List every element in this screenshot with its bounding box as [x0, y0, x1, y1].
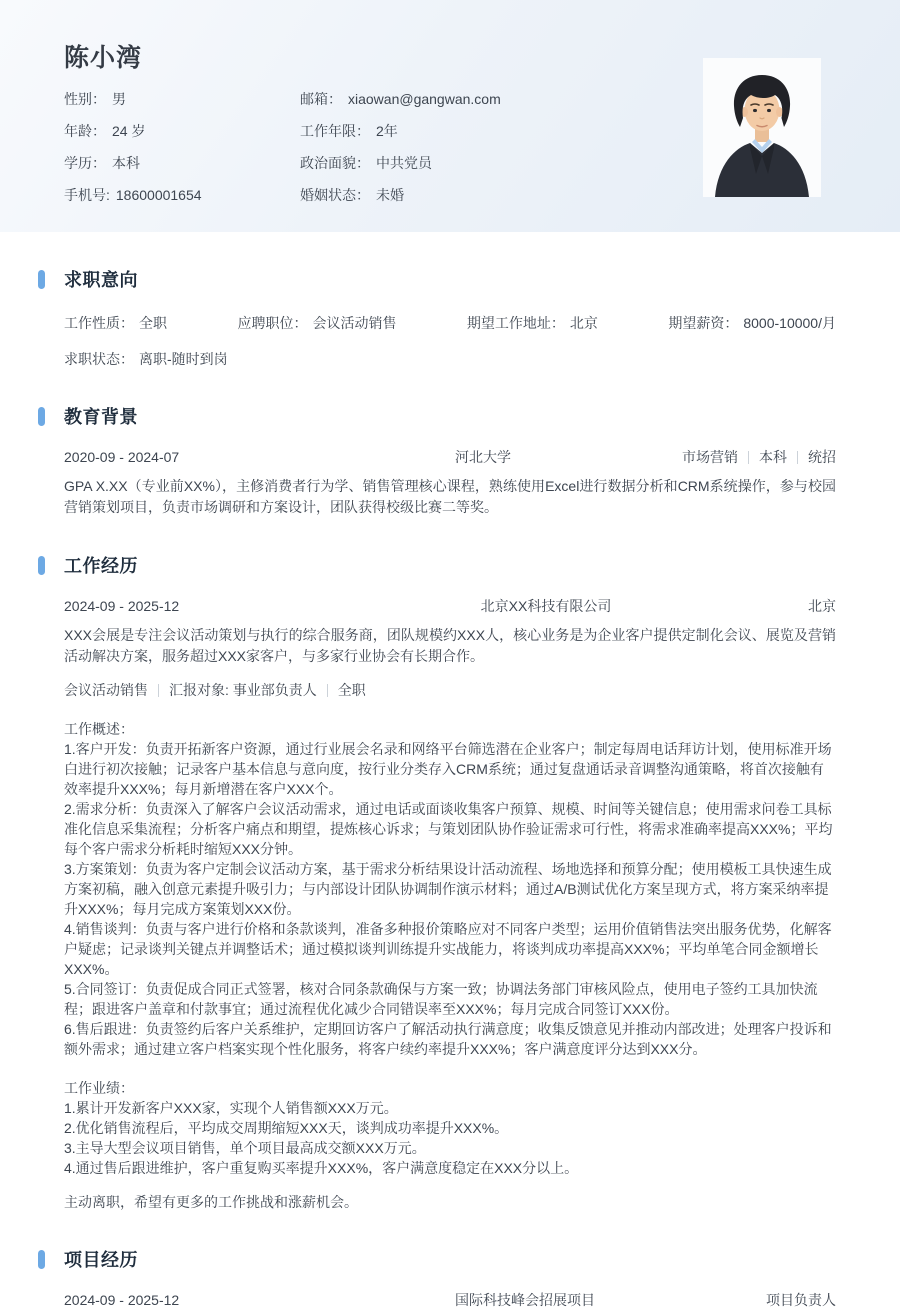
education-school: 河北大学 [455, 449, 511, 465]
field-value: 全职 [139, 315, 167, 331]
work-period: 2024-09 - 2025-12 [64, 598, 180, 614]
info-value: 18600001654 [115, 187, 202, 203]
work-duty-item: 2.需求分析：负责深入了解客户会议活动需求，通过电话或面谈收集客户预算、规模、时间等关键信息；使用需求问卷工具标准化信息采集流程；分析客户痛点和期望，提炼核心诉求；与策划团队协作验证需求可行性，将需求准确率提高XXX%；平均每个客户需求分析耗时缩短XXX分钟。 [64, 801, 833, 857]
work-duty-item: 1.客户开发：负责开拓新客户资源，通过行业展会名录和网络平台筛选潜在企业客户；制定每周电话拜访计划，使用标准开场白进行初次接触；记录客户基本信息与意向度，按行业分类存入CRM系统；通过复盘通话录音调整沟通策略，将首次接触有效率提升XXX%；每月新增潜在客户XXX个。 [64, 741, 832, 797]
info-value: xiaowan@gangwan.com [348, 91, 501, 107]
field-label: 应聘职位： [237, 315, 308, 331]
info-email [300, 89, 501, 109]
section-title: 工作经历 [64, 556, 138, 576]
tag-divider [158, 684, 159, 697]
field-value: 离职-随时到岗 [139, 351, 228, 367]
info-label: 政治面貌： [300, 155, 370, 171]
section-job-intent [64, 268, 836, 369]
work-duty-item: 5.合同签订：负责促成合同正式签署，核对合同条款确保与方案一致；协调法务部门审核风险点，使用电子签约工具加快流程；跟进客户盖章和付款事宜；通过流程优化减少合同错误率至XXX%；每月完成合同签订XXX份。 [64, 981, 818, 1017]
info-label: 学历： [64, 155, 106, 171]
intent-fields-row [64, 313, 836, 333]
section-head [64, 554, 836, 578]
info-marital-status [300, 185, 501, 205]
education-tags [682, 447, 836, 467]
project-period: 2024-09 - 2025-12 [64, 1292, 180, 1308]
education-degree: 本科 [759, 449, 787, 465]
work-location: 北京 [808, 598, 836, 614]
intent-field-location [467, 313, 598, 333]
education-entry-row [64, 447, 836, 467]
work-employment-type: 全职 [337, 682, 366, 698]
field-value: 8000-10000/月 [743, 315, 836, 331]
tag-divider [748, 451, 749, 464]
candidate-name: 陈小湾 [64, 44, 143, 72]
info-label: 工作年限： [300, 123, 370, 139]
intent-field-position [237, 313, 396, 333]
section-accent-bar [38, 407, 45, 426]
section-head [64, 268, 836, 292]
info-label: 性别： [64, 91, 106, 107]
field-label: 求职状态： [64, 351, 134, 367]
work-overview-label: 工作概述： [64, 721, 134, 737]
info-value: 24 岁 [112, 123, 146, 139]
work-role-title: 会议活动销售 [64, 682, 148, 698]
section-head [64, 405, 836, 429]
info-political-status [300, 153, 501, 173]
resume-header [0, 0, 900, 232]
info-value: 未婚 [376, 187, 404, 203]
section-work-experience [64, 554, 836, 1212]
work-leave-note: 主动离职，希望有更多的工作挑战和涨薪机会。 [64, 1194, 358, 1210]
personal-info-col-1 [64, 89, 300, 205]
section-title: 求职意向 [64, 270, 138, 290]
intent-field-nature [64, 313, 167, 333]
project-entry-row [64, 1290, 836, 1310]
info-work-years [300, 121, 501, 141]
work-result-item: 3.主导大型会议项目销售，单个项目最高成交额XXX万元。 [64, 1140, 426, 1156]
work-duty-item: 6.售后跟进：负责签约后客户关系维护，定期回访客户了解活动执行满意度；收集反馈意见并推动内部改进；处理客户投诉和额外需求；通过建立客户档案实现个性化服务，将客户续约率提升XXX%；客户满意度评分达到XXX分。 [64, 1021, 832, 1057]
info-label: 婚姻状态： [300, 187, 370, 203]
info-value: 男 [112, 91, 126, 107]
info-gender [64, 89, 300, 109]
info-label: 邮箱： [300, 91, 342, 107]
work-result-item: 1.累计开发新客户XXX家，实现个人销售额XXX万元。 [64, 1100, 398, 1116]
info-label: 年龄： [64, 123, 106, 139]
info-age [64, 121, 300, 141]
profile-photo-illustration [703, 58, 821, 197]
field-value: 北京 [569, 315, 598, 331]
work-entry-row [64, 596, 836, 616]
work-duty-item: 3.方案策划：负责为客户定制会议活动方案，基于需求分析结果设计活动流程、场地选择和预算分配；使用模板工具快速生成方案初稿，融入创意元素提升吸引力；与内部设计团队协调制作演示材料；通过A/B测试优化方案呈现方式，将方案采纳率提升XXX%；每月完成方案策划XXX份。 [64, 861, 832, 917]
info-phone [64, 185, 300, 205]
intent-field-salary [668, 313, 836, 333]
info-value: 中共党员 [376, 155, 432, 171]
education-description: GPA X.XX（专业前XX%），主修消费者行为学、销售管理核心课程，熟练使用Excel进行数据分析和CRM系统操作，参与校园营销策划项目，负责市场调研和方案设计，团队获得校级比赛二等奖。 [64, 478, 836, 515]
section-education [64, 405, 836, 518]
field-value: 会议活动销售 [312, 315, 397, 331]
section-accent-bar [38, 556, 45, 575]
work-duty-item: 4.销售谈判：负责与客户进行价格和条款谈判，准备多种报价策略应对不同客户类型；运用价值销售法突出服务优势，化解客户疑虑；记录谈判关键点并调整话术；通过模拟谈判训练提升实战能力，将谈判成功率提高XXX%；平均单笔合同金额增长XXX%。 [64, 921, 832, 977]
education-period: 2020-09 - 2024-07 [64, 449, 180, 465]
section-head [64, 1248, 836, 1272]
project-name: 国际科技峰会招展项目 [455, 1292, 595, 1308]
education-enrollment-type: 统招 [808, 449, 836, 465]
profile-photo [703, 58, 821, 197]
work-overview-block [64, 719, 836, 1059]
work-role-tags [64, 680, 836, 700]
intent-status-row [64, 349, 836, 369]
section-accent-bar [38, 270, 45, 289]
work-results-block [64, 1078, 836, 1178]
field-label: 工作性质： [64, 315, 134, 331]
education-major: 市场营销 [682, 449, 738, 465]
field-label: 期望工作地址： [466, 315, 565, 331]
project-role: 项目负责人 [766, 1292, 836, 1308]
section-project-experience [64, 1248, 836, 1310]
field-label: 期望薪资： [668, 315, 739, 331]
section-accent-bar [38, 1250, 45, 1269]
tag-divider [327, 684, 328, 697]
section-title: 项目经历 [64, 1250, 138, 1270]
company-intro: XXX会展是专注会议活动策划与执行的综合服务商，团队规模约XXX人，核心业务是为企业客户提供定制化会议、展览及营销活动解决方案，服务超过XXX家客户，与多家行业协会有长期合作。 [64, 627, 836, 664]
work-result-item: 2.优化销售流程后，平均成交周期缩短XXX天，谈判成功率提升XXX%。 [64, 1120, 509, 1136]
info-value: 2年 [376, 123, 398, 139]
info-label: 手机号: [64, 187, 110, 203]
work-result-item: 4.通过售后跟进维护，客户重复购买率提升XXX%，客户满意度稳定在XXX分以上。 [64, 1160, 579, 1176]
section-title: 教育背景 [64, 407, 138, 427]
personal-info-col-2 [300, 89, 501, 205]
info-value: 本科 [112, 155, 140, 171]
work-results-label: 工作业绩： [64, 1080, 134, 1096]
info-degree [64, 153, 300, 173]
work-report-to: 汇报对象: 事业部负责人 [169, 682, 317, 698]
resume-body [0, 268, 900, 1310]
tag-divider [797, 451, 798, 464]
intent-field-status [64, 351, 228, 367]
work-company: 北京XX科技有限公司 [480, 598, 612, 614]
